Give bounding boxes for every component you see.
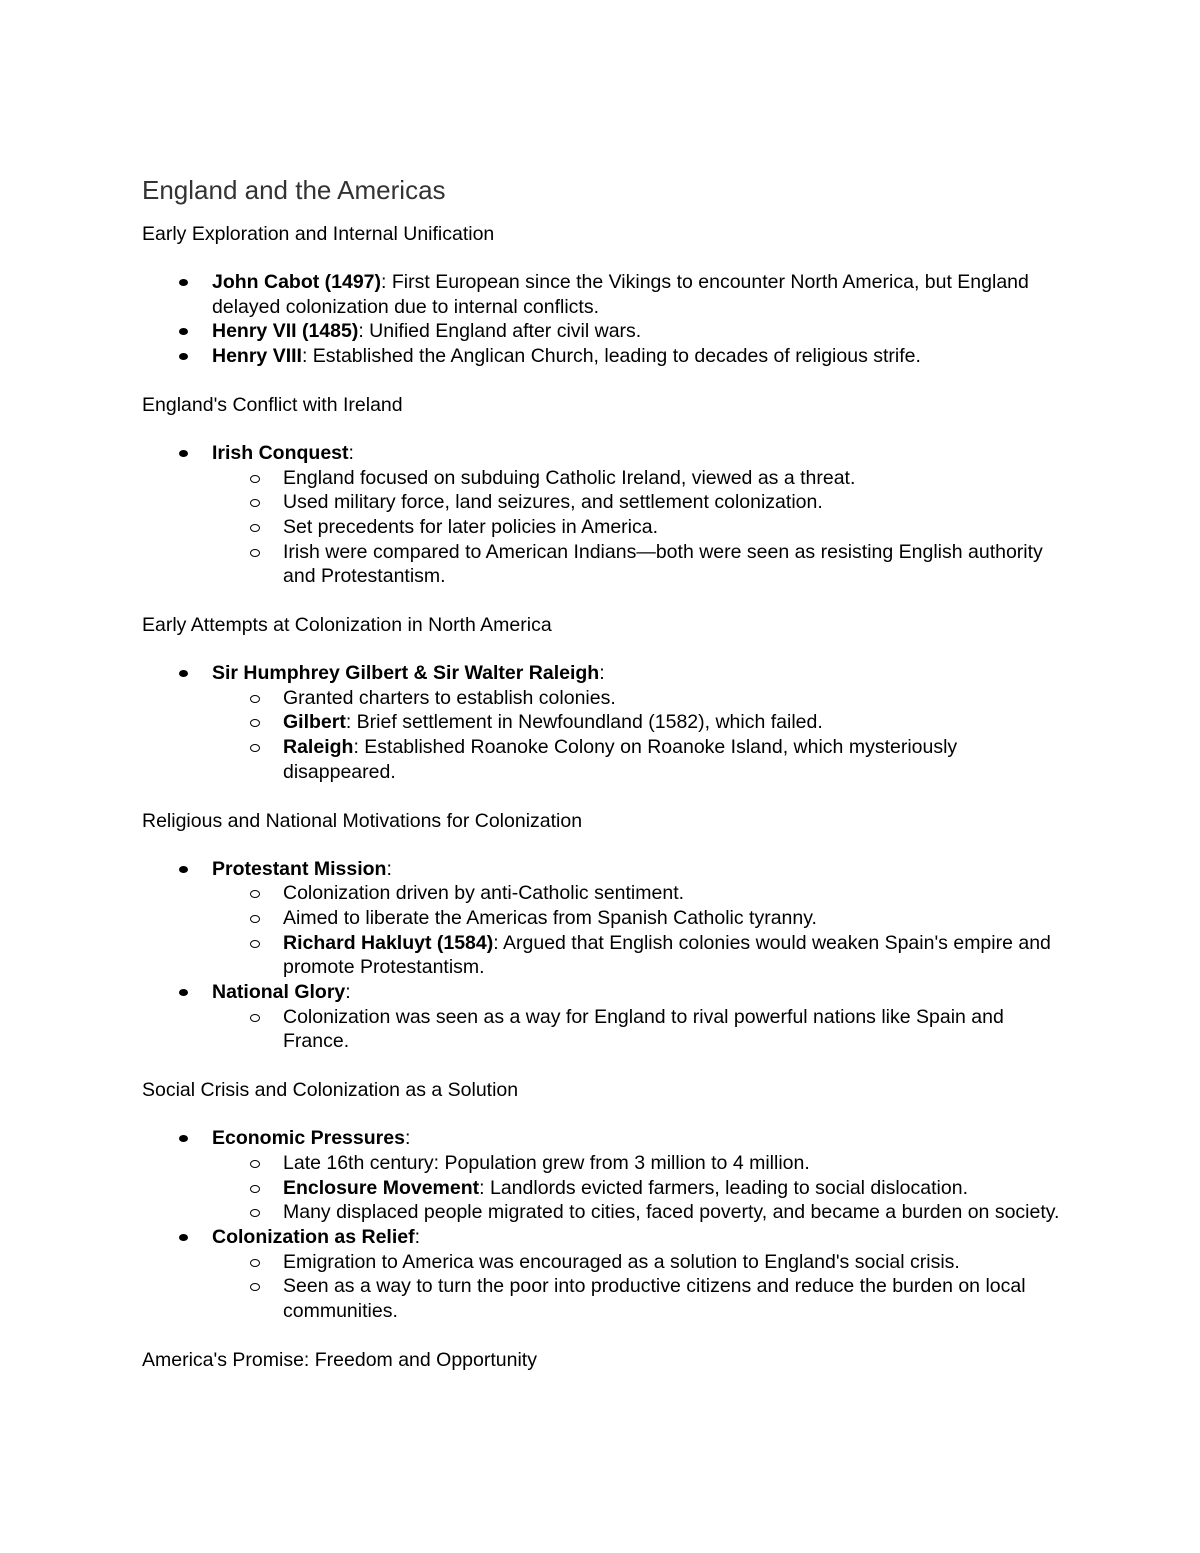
list-item	[142, 319, 1072, 344]
section-heading: England's Conflict with Ireland	[142, 393, 403, 416]
sub-bullet-list	[212, 686, 1072, 785]
sub-list-item-term: Enclosure Movement	[283, 1176, 480, 1199]
sub-list-item-text: : Landlords evicted farmers, leading to social dislocation.	[479, 1176, 968, 1199]
list-item-text: :	[404, 1127, 411, 1150]
sub-list-item	[142, 1250, 1072, 1275]
list-item	[142, 1225, 1072, 1324]
list-item	[142, 1126, 1072, 1225]
list-item	[142, 980, 1072, 1054]
sub-list-item	[142, 881, 1072, 906]
sub-list-item-term: Raleigh	[283, 736, 354, 759]
sub-list-item-text: : Brief settlement in Newfoundland (1582), which failed.	[345, 711, 823, 734]
sub-list-item-text: Set precedents for later policies in America.	[283, 515, 659, 538]
sub-list-item	[142, 735, 1072, 784]
sub-bullet-list	[212, 1005, 1072, 1054]
sub-bullet-list	[212, 466, 1072, 590]
document-body	[142, 222, 1072, 1372]
sub-list-item-text: Granted charters to establish colonies.	[283, 686, 616, 709]
list-item-term: Henry VII (1485)	[212, 320, 359, 343]
sub-bullet-list	[212, 881, 1072, 980]
list-item	[142, 270, 1072, 319]
list-item-text: :	[414, 1225, 421, 1248]
bullet-list	[142, 441, 1072, 589]
sub-list-item	[142, 466, 1072, 491]
section-heading: Early Attempts at Colonization in North America	[142, 614, 552, 637]
sub-list-item	[142, 1005, 1072, 1054]
sub-list-item	[142, 490, 1072, 515]
sub-list-item	[142, 1176, 1072, 1201]
list-item-text: :	[599, 662, 605, 685]
sub-list-item-text: Colonization driven by anti-Catholic sentiment.	[283, 882, 685, 905]
sub-list-item	[142, 515, 1072, 540]
sub-list-item-text: England focused on subduing Catholic Ireland, viewed as a threat.	[283, 466, 856, 489]
sub-list-item-term: Gilbert	[283, 711, 346, 734]
sub-list-item-term: Richard Hakluyt (1584)	[283, 931, 494, 954]
bullet-list	[142, 661, 1072, 785]
list-item-term: Protestant Mission	[212, 857, 387, 880]
sub-list-item-text: Seen as a way to turn the poor into productive citizens and reduce the burden on local communities.	[283, 1275, 1026, 1323]
list-item-text: : Unified England after civil wars.	[358, 320, 642, 343]
list-item-term: Henry VIII	[212, 345, 302, 368]
sub-list-item	[142, 1274, 1072, 1323]
sub-list-item	[142, 710, 1072, 735]
section-heading: Early Exploration and Internal Unification	[142, 223, 495, 245]
sub-list-item-text: Irish were compared to American Indians—both were seen as resisting English authority and Protestantism.	[283, 540, 1043, 588]
list-item-text: :	[345, 981, 351, 1004]
sub-bullet-list	[212, 1250, 1072, 1324]
sub-list-item-text: Colonization was seen as a way for England to rival powerful nations like Spain and France.	[283, 1005, 1004, 1053]
list-item	[142, 661, 1072, 785]
list-item-term: Sir Humphrey Gilbert & Sir Walter Raleigh	[212, 662, 600, 685]
sub-list-item-text: : Argued that English colonies would weaken Spain's empire and promote Protestantism.	[283, 931, 1051, 979]
list-item-term: Irish Conquest	[212, 441, 349, 464]
document-page	[142, 170, 1072, 1396]
section-heading: America's Promise: Freedom and Opportunity	[142, 1348, 537, 1371]
bullet-list	[142, 1126, 1072, 1324]
sub-list-item	[142, 1200, 1072, 1225]
list-item	[142, 344, 1072, 369]
sub-list-item	[142, 540, 1072, 589]
sub-list-item-text: : Established Roanoke Colony on Roanoke Island, which mysteriously disappeared.	[283, 736, 958, 783]
section-heading: Religious and National Motivations for Colonization	[142, 809, 583, 832]
list-item-text: :	[386, 857, 392, 880]
list-item	[142, 441, 1072, 589]
sub-list-item-text: Emigration to America was encouraged as a solution to England's social crisis.	[283, 1250, 960, 1273]
list-item	[142, 857, 1072, 981]
list-item-term: John Cabot (1497)	[212, 271, 382, 293]
sub-list-item-text: Used military force, land seizures, and settlement colonization.	[283, 491, 823, 514]
sub-list-item	[142, 1151, 1072, 1176]
list-item-text: : Established the Anglican Church, leading to decades of religious strife.	[301, 345, 921, 368]
sub-list-item-text: Many displaced people migrated to cities, faced poverty, and became a burden on society.	[283, 1201, 1060, 1224]
list-item-term: Colonization as Relief	[212, 1225, 415, 1248]
sub-bullet-list	[212, 1151, 1072, 1225]
sub-list-item	[142, 931, 1072, 980]
section-heading: Social Crisis and Colonization as a Solution	[142, 1079, 519, 1102]
sub-list-item-text: Aimed to liberate the Americas from Spanish Catholic tyranny.	[283, 906, 817, 929]
list-item-term: National Glory	[212, 981, 346, 1004]
sub-list-item	[142, 906, 1072, 931]
sub-list-item-text: Late 16th century: Population grew from 3 million to 4 million.	[283, 1151, 810, 1174]
document-title: England and the Americas	[142, 175, 446, 205]
list-item-text: : First European since the Vikings to encounter North America, but England delayed colonization due to internal conflicts.	[212, 271, 1029, 318]
list-item-term: Economic Pressures	[212, 1127, 405, 1150]
bullet-list	[142, 270, 1072, 369]
sub-list-item	[142, 686, 1072, 711]
list-item-text: :	[348, 441, 354, 464]
bullet-list	[142, 857, 1072, 1055]
